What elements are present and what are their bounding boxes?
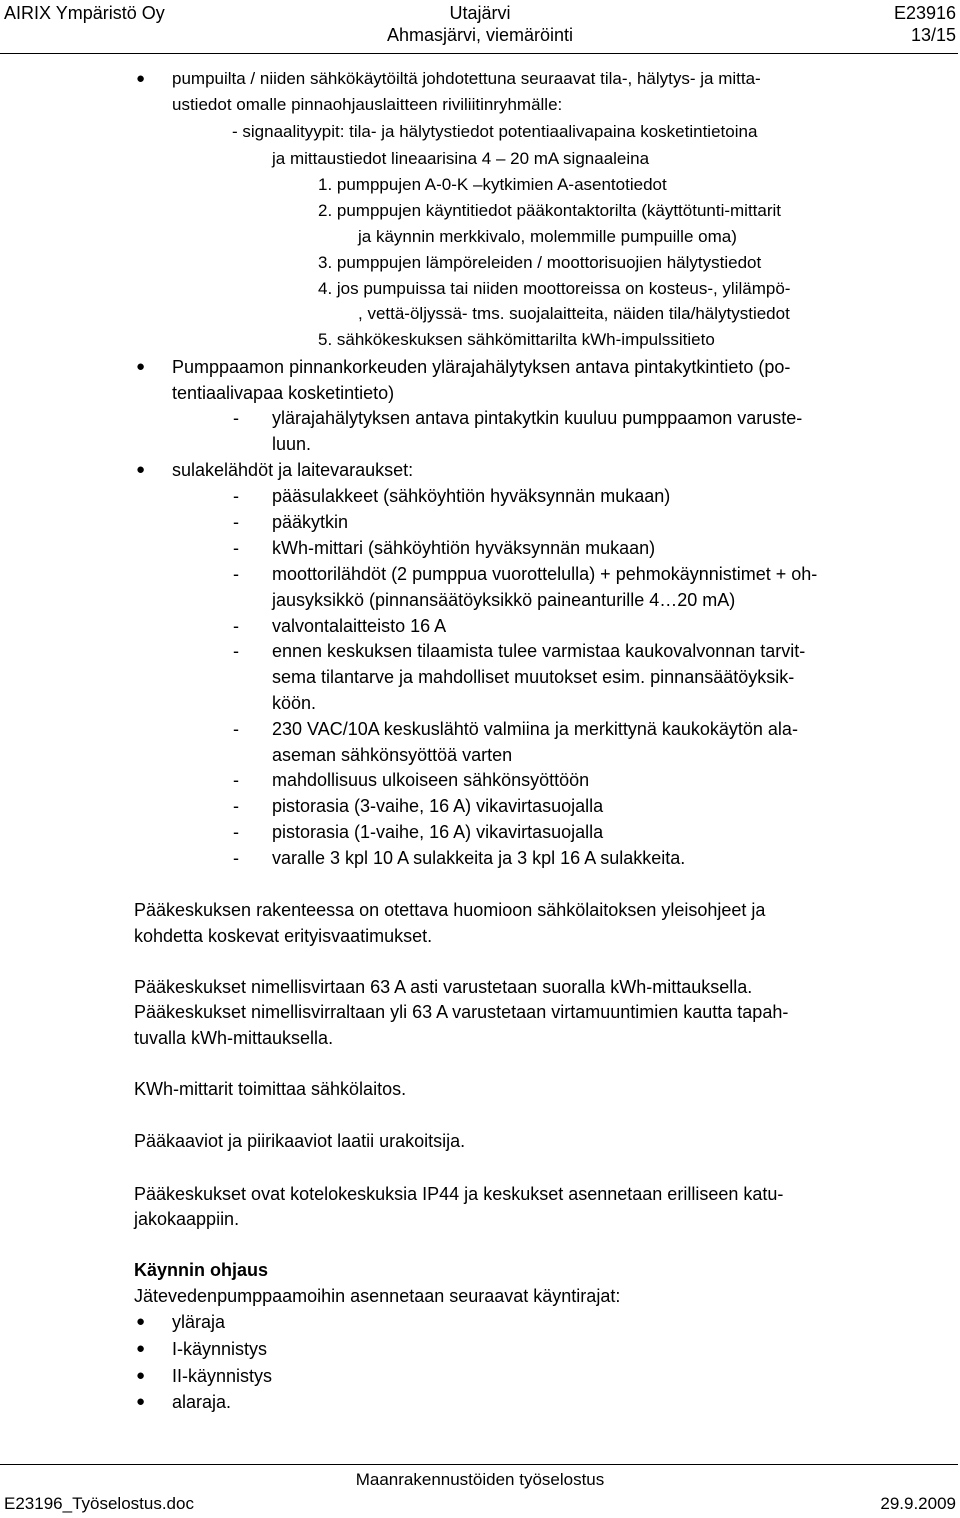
list3-item-continued: jausyksikkö (pinnansäätöyksikkö paineanturille 4…20 mA) — [272, 590, 736, 610]
footer-rule — [0, 1464, 958, 1465]
list1-item-4-line2: , vettä-öljyssä- tms. suojalaitteita, näiden tila/hälytystiedot — [358, 304, 790, 323]
list1-item-3: 3. pumppujen lämpöreleiden / moottorisuojien hälytystiedot — [318, 253, 762, 272]
list3-item-continued: aseman sähkönsyöttöä varten — [272, 745, 513, 765]
list1-sub-line2: ja mittaustiedot lineaarisina 4 – 20 mA signaaleina — [272, 149, 650, 168]
paragraph-3: KWh-mittarit toimittaa sähkölaitos. — [134, 1079, 407, 1099]
paragraph-2-line3: tuvalla kWh-mittauksella. — [134, 1028, 334, 1048]
paragraph-4: Pääkaaviot ja piirikaaviot laatii urakoitsija. — [134, 1131, 466, 1151]
footer-title: Maanrakennustöiden työselostus — [355, 1470, 605, 1489]
document-page: AIRIX Ympäristö Oy Utajärvi E23916 Ahmasjärvi, viemäröinti 13/15 ● pumpuilta / niiden sähkökäytöiltä johdotettuna seuraavat tila-, hälytys- ja mitta- ustiedot omalle pinnaohjauslaitteen riviliitinryhmälle: - signaalityypit: tila- ja hälytystiedot potentiaalivapaina kosketintietoina ja mittaustiedot lineaarisina 4 – 20 mA signaaleina 1. pumppujen A-0-K –kytkimien A-asentotiedot 2. pumppujen käyntitiedot pääkontaktorilta (käyttötunti-mittarit ja käynnin merkkivalo, molemmille pumpuille oma) 3. pumppujen lämpöreleiden / moottorisuojien hälytystiedot 4. jos pumpuissa tai niiden moottoreissa on kosteus-, ylilämpö- , vettä-öljyssä- tms. suojalaitteita, näiden tila/hälytystiedot 5. sähkökeskuksen sähkömittarilta kWh-impulssitieto ● Pumppaamon pinnankorkeuden ylärajahälytyksen antava pintakytkintieto (po- tentiaalivapaa kosketintieto) - ylärajahälytyksen antava pintakytkin kuuluu pumppaamon varuste- luun. ● sulakelähdöt ja laitevaraukset: - pääsulakkeet (sähköyhtiön hyväksynnän mukaan) - pääkytkin - kWh-mittari (sähköyhtiön hyväksynnän mukaan) - moottorilähdöt (2 pumppua vuorottelulla) + pehmokäynnistimet + oh- jausyksikkö (pinnansäätöyksikkö paineanturille 4…20 mA) - valvontalaitteisto 16 A - ennen keskuksen tilaamista tulee varmistaa kaukovalvonnan tarvit- sema tilantarve ja mahdolliset muutokset esim. pinnansäätöyksik- köön. - 230 VAC/10A keskuslähtö valmiina ja merkittynä kaukokäytön ala- aseman sähkönsyöttöä varten - mahdollisuus ulkoiseen sähkönsyöttöön - pistorasia (3-vaihe, 16 A) vikavirtasuojalla - pistorasia (1-vaihe, 16 A) vikavirtasuojalla - varalle 3 kpl 10 A sulakkeita ja 3 kpl 16 A sulakkeita. Pääkeskuksen rakenteessa on otettava huomioon sähkölaitoksen yleisohjeet ja kohdetta koskevat erityisvaatimukset. Pääkeskukset nimellisvirtaan 63 A asti varustetaan suoralla kWh-mittauksella. Pääkeskukset nimellisvirraltaan yli 63 A varustetaan virtamuuntimien kautta tapah- tuvalla kWh-mittauksella. KWh-mittarit toimittaa sähkölaitos. Pääkaaviot ja piirikaaviot laatii urakoitsija. Pääkeskukset ovat kotelokeskuksia IP44 ja keskukset asennetaan erilliseen katu- jakokaappiin. Käynnin ohjaus Jätevedenpumppaamoihin asennetaan seuraavat käyntirajat: ● yläraja ● I-käynnistys ● II-käynnistys ● alaraja. Maanrakennustöiden työselostus E23196_Työselostus.doc 29.9.2009 — [0, 0, 960, 1518]
list1-intro-line1: pumpuilta / niiden sähkökäytöiltä johdotettuna seuraavat tila-, hälytys- ja mitta- — [172, 69, 761, 88]
list3-item: varalle 3 kpl 10 A sulakkeita ja 3 kpl 16 A sulakkeita. — [272, 848, 686, 868]
bullet-icon: ● — [136, 461, 146, 478]
list2-dash: - — [233, 408, 239, 428]
section-heading: Käynnin ohjaus — [134, 1260, 269, 1280]
list1-sub-line1: - signaalityypit: tila- ja hälytystiedot potentiaalivapaina kosketintietoina — [232, 122, 758, 141]
bullet-icon: ● — [136, 70, 146, 87]
section-item: I-käynnistys — [172, 1339, 268, 1359]
footer-date: 29.9.2009 — [880, 1494, 956, 1513]
bullet-icon: ● — [136, 1313, 146, 1330]
list1-intro-line2: ustiedot omalle pinnaohjauslaitteen riviliitinryhmälle: — [172, 95, 563, 114]
section-item: alaraja. — [172, 1392, 232, 1412]
header-subtitle: Ahmasjärvi, viemäröinti — [386, 25, 574, 45]
list2-line2: tentiaalivapaa kosketintieto) — [172, 383, 395, 403]
paragraph-5-line2: jakokaappiin. — [134, 1209, 240, 1229]
section-item: II-käynnistys — [172, 1366, 273, 1386]
list3-item: pistorasia (3-vaihe, 16 A) vikavirtasuojalla — [272, 796, 604, 816]
section-item: yläraja — [172, 1312, 226, 1332]
bullet-icon: ● — [136, 1340, 146, 1357]
section-intro: Jätevedenpumppaamoihin asennetaan seuraavat käyntirajat: — [134, 1286, 621, 1306]
list2-detail-line1: ylärajahälytyksen antava pintakytkin kuuluu pumppaamon varuste- — [272, 408, 803, 428]
paragraph-5-line1: Pääkeskukset ovat kotelokeskuksia IP44 ja keskukset asennetaan erilliseen katu- — [134, 1184, 784, 1204]
list1-item-1: 1. pumppujen A-0-K –kytkimien A-asentotiedot — [318, 175, 667, 194]
list3-item: pistorasia (1-vaihe, 16 A) vikavirtasuojalla — [272, 822, 604, 842]
header-rule — [0, 53, 958, 54]
paragraph-2-line2: Pääkeskukset nimellisvirraltaan yli 63 A varustetaan virtamuuntimien kautta tapah- — [134, 1002, 789, 1022]
list3-item: pääsulakkeet (sähköyhtiön hyväksynnän mukaan) — [272, 486, 671, 506]
list3-title: sulakelähdöt ja laitevaraukset: — [172, 460, 414, 480]
bullet-icon: ● — [136, 358, 146, 375]
paragraph-1-line2: kohdetta koskevat erityisvaatimukset. — [134, 926, 433, 946]
list3-item: kWh-mittari (sähköyhtiön hyväksynnän mukaan) — [272, 538, 656, 558]
list3-item: mahdollisuus ulkoiseen sähkönsyöttöön — [272, 770, 590, 790]
list1-item-4-line1: 4. jos pumpuissa tai niiden moottoreissa on kosteus-, ylilämpö- — [318, 279, 791, 298]
list3-item: pääkytkin — [272, 512, 349, 532]
list3-item-continued: sema tilantarve ja mahdolliset muutokset esim. pinnansäätöyksik- — [272, 667, 795, 687]
header-place: Utajärvi — [449, 3, 511, 23]
list3-item: 230 VAC/10A keskuslähtö valmiina ja merkittynä kaukokäytön ala- — [272, 719, 798, 739]
footer-filename: E23196_Työselostus.doc — [4, 1494, 194, 1513]
list3-item: moottorilähdöt (2 pumppua vuorottelulla) + pehmokäynnistimet + oh- — [272, 564, 818, 584]
paragraph-1-line1: Pääkeskuksen rakenteessa on otettava huomioon sähkölaitoksen yleisohjeet ja — [134, 900, 766, 920]
list1-item-2-line2: ja käynnin merkkivalo, molemmille pumpuille oma) — [358, 227, 737, 246]
bullet-icon: ● — [136, 1367, 146, 1384]
list1-item-2-line1: 2. pumppujen käyntitiedot pääkontaktorilta (käyttötunti-mittarit — [318, 201, 782, 220]
list3-item: ennen keskuksen tilaamista tulee varmistaa kaukovalvonnan tarvit- — [272, 641, 806, 661]
header-page-number: 13/15 — [910, 25, 956, 45]
bullet-icon: ● — [136, 1393, 146, 1410]
paragraph-2-line1: Pääkeskukset nimellisvirtaan 63 A asti varustetaan suoralla kWh-mittauksella. — [134, 977, 753, 997]
header-company: AIRIX Ympäristö Oy — [4, 3, 165, 23]
list2-line1: Pumppaamon pinnankorkeuden ylärajahälytyksen antava pintakytkintieto (po- — [172, 357, 791, 377]
list3-item: valvontalaitteisto 16 A — [272, 616, 447, 636]
list1-item-5: 5. sähkökeskuksen sähkömittarilta kWh-impulssitieto — [318, 330, 715, 349]
list2-detail-line2: luun. — [272, 434, 312, 454]
list3-item-continued: köön. — [272, 693, 317, 713]
header-project-code: E23916 — [893, 3, 956, 23]
